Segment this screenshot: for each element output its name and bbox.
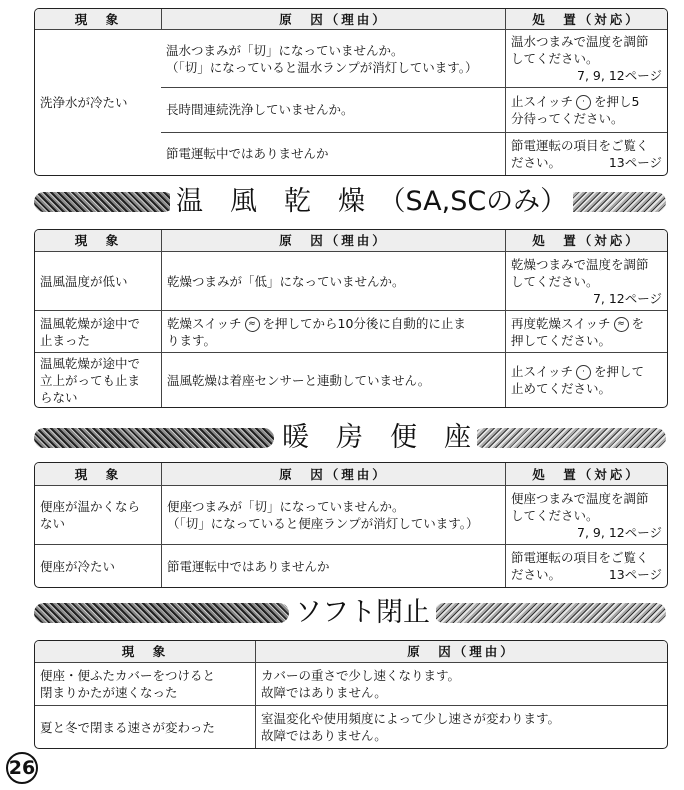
banner-pattern-right [434, 603, 666, 623]
phenomenon-cell: 温風乾燥が途中で 止まった [40, 315, 141, 348]
table-row [161, 30, 667, 87]
header-cause: 原 因（理由） [161, 463, 505, 485]
remedy-cell: 便座つまみで温度を調節 してください。 7, 9, 12ページ [505, 486, 667, 544]
table-header [35, 463, 667, 485]
table-row [35, 662, 667, 705]
banner-pattern-left [34, 428, 274, 448]
remedy-cell: 止スイッチ · を押し5 分待ってください。 [505, 88, 667, 131]
header-phenomenon: 現 象 [74, 233, 122, 248]
remedy-cell: 温水つまみで温度を調節 してください。 7, 9, 12ページ [505, 30, 667, 87]
header-cause: 原 因（理由） [161, 9, 505, 29]
header-phenomenon: 現 象 [74, 466, 122, 482]
table-row [35, 251, 667, 310]
stop-button-icon: · [576, 95, 591, 110]
section-title: 暖 房 便 座 [276, 421, 477, 455]
phenomenon-cell: 便座・便ふたカバーをつけると 閉まりかたが速くなった [40, 668, 216, 700]
table-header [35, 230, 667, 251]
cause-cell: 長時間連続洗浄していませんか。 [166, 102, 354, 118]
table-heated-seat [34, 462, 668, 588]
header-remedy: 処 置（対応） [505, 463, 667, 485]
cause-cell: カバーの重さで少し速くなります。 故障ではありません。 [255, 663, 667, 705]
header-phenomenon: 現 象 [74, 11, 122, 27]
cause-cell: 室温変化や使用頻度によって少し速さが変わります。 故障ではありません。 [255, 706, 667, 748]
phenomenon-cell: 便座が温かくなら ない [40, 499, 141, 531]
cause-cell: 温水つまみが「切」になっていませんか。 （「切」になっていると温水ランプが消灯しています。） [166, 42, 478, 75]
stop-button-icon: · [576, 365, 591, 380]
phenomenon-cell: 温風温度が低い [40, 273, 128, 289]
table-warm-air-dry [34, 229, 668, 408]
phenomenon-cell: 夏と冬で閉まる速さが変わった [40, 719, 215, 735]
phenomenon-cell: 洗浄水が冷たい [40, 95, 128, 110]
section-title: ソフト閉止 [289, 596, 436, 630]
header-remedy: 処 置（対応） [505, 9, 667, 29]
page-number: 26 [6, 752, 38, 784]
cause-cell: 節電運転中ではありませんか [161, 545, 505, 587]
dry-button-icon: ≈ [614, 317, 629, 332]
phenomenon-cell: 便座が冷たい [40, 558, 116, 574]
phenomenon-cell: 温風乾燥が途中で 立上がっても止ま らない [40, 355, 141, 405]
section-title: 温 風 乾 燥 （SA,SCのみ） [170, 185, 573, 219]
header-cause: 原 因（理由） [161, 230, 505, 251]
table-row [35, 310, 667, 352]
remedy-cell: 節電運転の項目をご覧く ださい。 13ページ [505, 133, 667, 175]
table-row [35, 29, 667, 175]
banner-pattern-right [559, 192, 666, 212]
table-wash-water [34, 8, 668, 176]
cause-cell: 温風乾燥は着座センサーと連動していません。 [161, 353, 505, 407]
header-cause: 原 因（理由） [255, 641, 667, 662]
remedy-cell: 再度乾燥スイッチ ≈ を 押してください。 [505, 311, 667, 352]
cause-cell: 節電運転中ではありませんか [166, 146, 329, 162]
sub-rows [161, 30, 667, 175]
section-banner-warm-air-dry [34, 185, 666, 219]
banner-pattern-right [474, 428, 666, 448]
banner-pattern-left [34, 192, 174, 212]
cause-cell: 乾燥つまみが「低」になっていませんか。 [161, 252, 505, 310]
remedy-cell: 節電運転の項目をご覧く ださい。 13ページ [505, 545, 667, 587]
table-soft-close [34, 640, 668, 749]
table-row [161, 132, 667, 175]
header-remedy: 処 置（対応） [505, 230, 667, 251]
section-banner-soft-close [34, 596, 666, 630]
dry-button-icon: ≈ [245, 317, 260, 332]
cause-cell: 乾燥スイッチ ≈ を押してから10分後に自動的に止ま ります。 [161, 311, 505, 352]
table-row [35, 544, 667, 587]
table-header [35, 9, 667, 29]
section-banner-heated-seat [34, 421, 666, 455]
banner-pattern-left [34, 603, 289, 623]
table-row [35, 485, 667, 544]
remedy-cell: 止スイッチ · を押して 止めてください。 [505, 353, 667, 407]
table-row [161, 87, 667, 131]
remedy-cell: 乾燥つまみで温度を調節 してください。 7, 12ページ [505, 252, 667, 310]
table-row [35, 705, 667, 748]
table-header [35, 641, 667, 662]
cause-cell: 便座つまみが「切」になっていませんか。 （「切」になっていると便座ランプが消灯しています。） [161, 486, 505, 544]
table-row [35, 352, 667, 407]
header-phenomenon: 現 象 [121, 644, 169, 659]
